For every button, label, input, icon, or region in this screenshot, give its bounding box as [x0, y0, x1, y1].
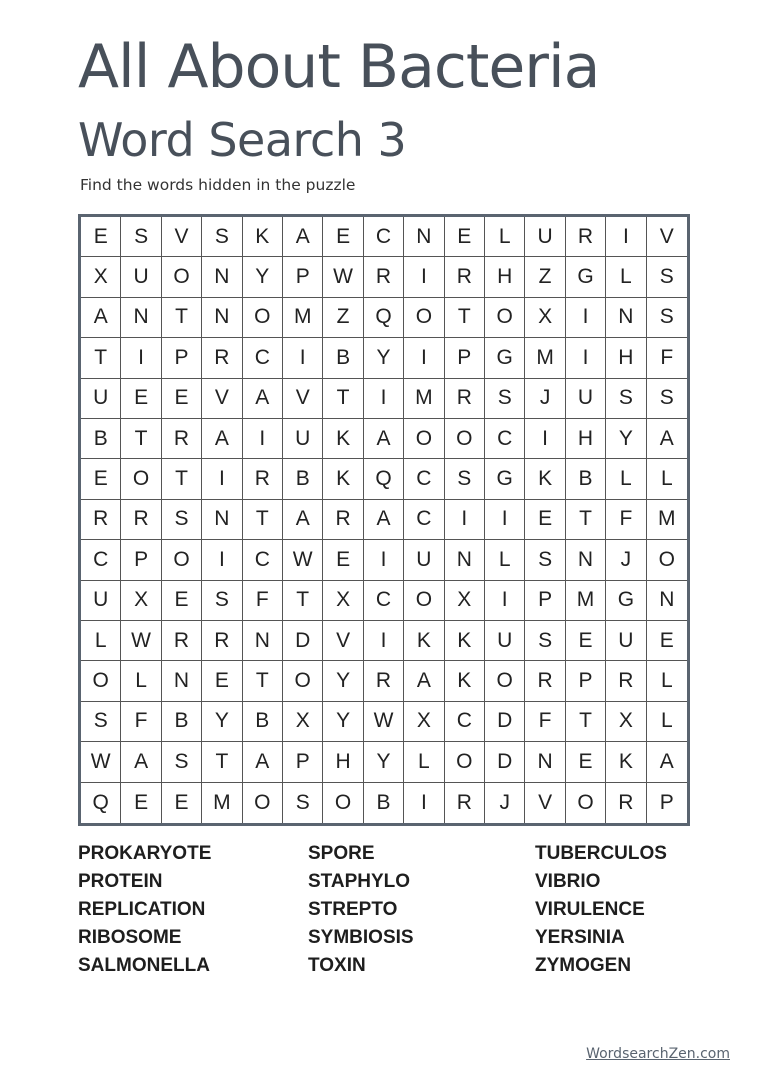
grid-cell[interactable]: N — [202, 257, 242, 297]
grid-cell[interactable]: Y — [202, 702, 242, 742]
grid-cell[interactable]: D — [283, 621, 323, 661]
grid-cell[interactable]: H — [485, 257, 525, 297]
grid-cell[interactable]: O — [162, 540, 202, 580]
grid-cell[interactable]: S — [525, 540, 565, 580]
grid-cell[interactable]: F — [121, 702, 161, 742]
grid-cell[interactable]: A — [364, 500, 404, 540]
grid-cell[interactable]: S — [283, 783, 323, 823]
grid-cell[interactable]: E — [323, 540, 363, 580]
grid-cell[interactable]: C — [445, 702, 485, 742]
grid-cell[interactable]: C — [243, 338, 283, 378]
grid-cell[interactable]: J — [606, 540, 646, 580]
grid-cell[interactable]: I — [121, 338, 161, 378]
grid-cell[interactable]: P — [121, 540, 161, 580]
grid-cell[interactable]: R — [162, 621, 202, 661]
grid-cell[interactable]: X — [525, 298, 565, 338]
grid-cell[interactable]: U — [121, 257, 161, 297]
grid-cell[interactable]: Z — [525, 257, 565, 297]
grid-cell[interactable]: E — [81, 459, 121, 499]
grid-cell[interactable]: K — [323, 419, 363, 459]
grid-cell[interactable]: X — [121, 581, 161, 621]
grid-cell[interactable]: I — [525, 419, 565, 459]
grid-cell[interactable]: I — [364, 540, 404, 580]
grid-cell[interactable]: U — [566, 379, 606, 419]
word-list-item: SALMONELLA — [78, 955, 210, 976]
grid-cell[interactable]: I — [404, 783, 444, 823]
word-list-item: TOXIN — [308, 955, 366, 976]
grid-cell[interactable]: G — [566, 257, 606, 297]
grid-cell[interactable]: F — [525, 702, 565, 742]
grid-cell[interactable]: O — [485, 661, 525, 701]
grid-cell[interactable]: I — [404, 338, 444, 378]
grid-cell[interactable]: S — [525, 621, 565, 661]
grid-cell[interactable]: U — [485, 621, 525, 661]
grid-cell[interactable]: I — [566, 338, 606, 378]
word-list-item: VIBRIO — [535, 871, 601, 892]
grid-cell[interactable]: S — [647, 379, 687, 419]
grid-cell[interactable]: K — [606, 742, 646, 782]
grid-cell[interactable]: A — [243, 379, 283, 419]
grid-cell[interactable]: G — [485, 338, 525, 378]
grid-cell[interactable]: I — [606, 217, 646, 257]
grid-cell[interactable]: L — [485, 540, 525, 580]
grid-cell[interactable]: H — [566, 419, 606, 459]
grid-cell[interactable]: R — [243, 459, 283, 499]
grid-cell[interactable]: I — [283, 338, 323, 378]
grid-cell[interactable]: S — [202, 217, 242, 257]
grid-cell[interactable]: U — [606, 621, 646, 661]
grid-cell[interactable]: E — [202, 661, 242, 701]
grid-cell[interactable]: S — [162, 742, 202, 782]
grid-cell[interactable]: A — [364, 419, 404, 459]
grid-cell[interactable]: O — [162, 257, 202, 297]
word-list — [0, 840, 768, 990]
grid-cell[interactable]: D — [485, 742, 525, 782]
grid-cell[interactable]: B — [364, 783, 404, 823]
grid-cell[interactable]: V — [202, 379, 242, 419]
grid-cell[interactable]: A — [283, 217, 323, 257]
grid-cell[interactable]: A — [647, 419, 687, 459]
grid-cell[interactable]: K — [404, 621, 444, 661]
word-list-item: RIBOSOME — [78, 927, 182, 948]
grid-cell[interactable]: I — [566, 298, 606, 338]
grid-cell[interactable]: P — [283, 257, 323, 297]
grid-cell[interactable]: U — [404, 540, 444, 580]
grid-cell[interactable]: S — [81, 702, 121, 742]
word-list-item: ZYMOGEN — [535, 955, 632, 976]
grid-cell[interactable]: C — [243, 540, 283, 580]
grid-cell[interactable]: I — [445, 500, 485, 540]
grid-cell[interactable]: K — [323, 459, 363, 499]
grid-cell[interactable]: T — [566, 702, 606, 742]
word-list-column — [535, 840, 667, 980]
grid-cell[interactable]: O — [485, 298, 525, 338]
grid-cell[interactable]: R — [525, 661, 565, 701]
grid-cell[interactable]: L — [606, 257, 646, 297]
grid-cell[interactable]: R — [323, 500, 363, 540]
grid-cell[interactable]: Y — [243, 257, 283, 297]
grid-cell[interactable]: W — [81, 742, 121, 782]
grid-cell[interactable]: U — [81, 379, 121, 419]
grid-cell[interactable]: K — [243, 217, 283, 257]
grid-cell[interactable]: T — [162, 459, 202, 499]
grid-cell[interactable]: I — [243, 419, 283, 459]
grid-cell[interactable]: M — [202, 783, 242, 823]
grid-cell[interactable]: R — [606, 783, 646, 823]
grid-cell[interactable]: L — [81, 621, 121, 661]
page-subtitle: Word Search 3 — [78, 113, 407, 167]
grid-cell[interactable]: E — [121, 783, 161, 823]
grid-cell[interactable]: W — [323, 257, 363, 297]
grid-cell[interactable]: U — [283, 419, 323, 459]
grid-cell[interactable]: O — [121, 459, 161, 499]
grid-cell[interactable]: S — [647, 257, 687, 297]
grid-cell[interactable]: E — [566, 742, 606, 782]
page-title: All About Bacteria — [78, 32, 600, 102]
grid-cell[interactable]: N — [647, 581, 687, 621]
grid-cell[interactable]: I — [202, 459, 242, 499]
grid-cell[interactable]: L — [647, 459, 687, 499]
grid-cell[interactable]: M — [525, 338, 565, 378]
grid-cell[interactable]: B — [323, 338, 363, 378]
grid-cell[interactable]: O — [323, 783, 363, 823]
grid-cell[interactable]: P — [525, 581, 565, 621]
puzzle-grid-frame — [78, 214, 690, 826]
grid-cell[interactable]: E — [566, 621, 606, 661]
grid-cell[interactable]: A — [81, 298, 121, 338]
grid-cell[interactable]: O — [81, 661, 121, 701]
grid-cell[interactable]: N — [445, 540, 485, 580]
grid-cell[interactable]: A — [243, 742, 283, 782]
puzzle-grid — [81, 217, 687, 823]
grid-cell[interactable]: B — [162, 702, 202, 742]
word-list-column — [308, 840, 414, 980]
grid-cell[interactable]: N — [606, 298, 646, 338]
word-list-item: STAPHYLO — [308, 871, 411, 892]
grid-cell[interactable]: L — [606, 459, 646, 499]
grid-cell[interactable]: E — [323, 217, 363, 257]
grid-cell[interactable]: R — [364, 661, 404, 701]
word-list-item: PROKARYOTE — [78, 843, 212, 864]
grid-cell[interactable]: B — [566, 459, 606, 499]
grid-cell[interactable]: A — [647, 742, 687, 782]
word-list-item: TUBERCULOS — [535, 843, 667, 864]
grid-cell[interactable]: X — [445, 581, 485, 621]
grid-cell[interactable]: L — [647, 661, 687, 701]
instructions-text: Find the words hidden in the puzzle — [80, 176, 356, 194]
grid-cell[interactable]: O — [445, 742, 485, 782]
grid-cell[interactable]: O — [566, 783, 606, 823]
grid-cell[interactable]: G — [606, 581, 646, 621]
grid-cell[interactable]: A — [283, 500, 323, 540]
grid-cell[interactable]: S — [606, 379, 646, 419]
grid-cell[interactable]: T — [323, 379, 363, 419]
grid-cell[interactable]: P — [659, 790, 674, 814]
grid-cell[interactable]: I — [485, 500, 525, 540]
grid-cell[interactable]: X — [81, 257, 121, 297]
grid-cell[interactable]: R — [202, 338, 242, 378]
grid-cell[interactable]: V — [323, 621, 363, 661]
grid-cell[interactable]: X — [283, 702, 323, 742]
grid-cell[interactable]: T — [566, 500, 606, 540]
grid-cell[interactable]: N — [202, 298, 242, 338]
grid-cell[interactable]: R — [566, 217, 606, 257]
site-link[interactable]: WordsearchZen.com — [586, 1046, 730, 1062]
grid-cell[interactable]: X — [323, 581, 363, 621]
grid-cell[interactable]: E — [525, 500, 565, 540]
grid-cell[interactable]: B — [283, 459, 323, 499]
grid-cell[interactable]: T — [243, 500, 283, 540]
grid-cell[interactable]: C — [404, 500, 444, 540]
grid-cell[interactable]: E — [162, 783, 202, 823]
grid-cell[interactable]: T — [202, 742, 242, 782]
grid-cell[interactable]: I — [202, 540, 242, 580]
grid-cell[interactable]: T — [81, 338, 121, 378]
grid-cell[interactable]: V — [283, 379, 323, 419]
word-list-item: REPLICATION — [78, 899, 206, 920]
grid-cell[interactable]: R — [202, 621, 242, 661]
grid-cell[interactable]: C — [485, 419, 525, 459]
grid-cell[interactable]: R — [162, 419, 202, 459]
grid-cell[interactable]: L — [404, 742, 444, 782]
word-list-item: YERSINIA — [535, 927, 625, 948]
grid-cell[interactable]: S — [647, 298, 687, 338]
grid-cell[interactable]: M — [404, 379, 444, 419]
grid-cell[interactable]: A — [404, 661, 444, 701]
grid-cell[interactable]: H — [606, 338, 646, 378]
grid-cell[interactable]: X — [606, 702, 646, 742]
grid-cell[interactable]: N — [243, 621, 283, 661]
grid-cell[interactable]: R — [445, 379, 485, 419]
grid-cell[interactable]: H — [323, 742, 363, 782]
grid-cell[interactable]: U — [525, 217, 565, 257]
grid-cell[interactable]: Y — [364, 338, 404, 378]
grid-cell[interactable]: I — [364, 621, 404, 661]
grid-cell[interactable]: O — [445, 419, 485, 459]
grid-cell[interactable]: E — [445, 217, 485, 257]
grid-cell[interactable]: F — [243, 581, 283, 621]
grid-cell[interactable]: B — [243, 702, 283, 742]
grid-cell[interactable]: T — [162, 298, 202, 338]
grid-cell[interactable]: N — [566, 540, 606, 580]
grid-cell[interactable]: J — [525, 379, 565, 419]
grid-cell[interactable]: R — [445, 257, 485, 297]
grid-cell[interactable]: V — [162, 217, 202, 257]
grid-cell[interactable]: Y — [323, 702, 363, 742]
grid-cell[interactable]: P — [162, 338, 202, 378]
grid-cell[interactable]: G — [485, 459, 525, 499]
grid-cell[interactable]: Y — [364, 742, 404, 782]
grid-cell[interactable]: I — [485, 581, 525, 621]
grid-cell[interactable]: K — [445, 661, 485, 701]
grid-cell[interactable]: V — [525, 783, 565, 823]
grid-cell[interactable]: E — [162, 379, 202, 419]
grid-cell[interactable]: M — [566, 581, 606, 621]
grid-cell[interactable]: R — [81, 500, 121, 540]
grid-cell[interactable]: K — [445, 621, 485, 661]
grid-cell[interactable]: P — [566, 661, 606, 701]
grid-cell[interactable]: F — [647, 338, 687, 378]
grid-cell[interactable]: O — [404, 298, 444, 338]
grid-cell[interactable]: R — [121, 500, 161, 540]
grid-cell[interactable]: T — [445, 298, 485, 338]
grid-cell[interactable]: W — [283, 540, 323, 580]
grid-cell[interactable]: N — [404, 217, 444, 257]
grid-cell[interactable]: N — [202, 500, 242, 540]
grid-cell[interactable]: S — [485, 379, 525, 419]
word-list-item: SYMBIOSIS — [308, 927, 414, 948]
grid-cell[interactable]: X — [404, 702, 444, 742]
grid-cell[interactable]: M — [283, 298, 323, 338]
grid-cell[interactable]: S — [162, 500, 202, 540]
word-list-item: SPORE — [308, 843, 375, 864]
grid-cell[interactable]: Q — [364, 459, 404, 499]
grid-cell[interactable]: C — [404, 459, 444, 499]
grid-cell[interactable]: M — [647, 500, 687, 540]
grid-cell[interactable]: P — [445, 338, 485, 378]
grid-cell[interactable]: Y — [606, 419, 646, 459]
grid-cell[interactable]: V — [647, 217, 687, 257]
word-list-item: PROTEIN — [78, 871, 163, 892]
grid-cell[interactable]: Y — [323, 661, 363, 701]
grid-cell[interactable]: I — [364, 379, 404, 419]
grid-cell[interactable]: W — [121, 621, 161, 661]
grid-cell[interactable]: A — [202, 419, 242, 459]
grid-cell[interactable]: U — [81, 581, 121, 621]
grid-cell[interactable]: Z — [323, 298, 363, 338]
grid-cell[interactable]: O — [243, 298, 283, 338]
grid-cell[interactable]: S — [121, 217, 161, 257]
grid-cell[interactable]: E — [81, 217, 121, 257]
grid-cell[interactable]: W — [364, 702, 404, 742]
grid-cell[interactable]: L — [121, 661, 161, 701]
grid-cell[interactable]: I — [404, 257, 444, 297]
grid-cell[interactable]: N — [162, 661, 202, 701]
grid-cell[interactable]: E — [162, 581, 202, 621]
grid-cell[interactable]: T — [121, 419, 161, 459]
grid-cell[interactable]: Q — [81, 783, 121, 823]
grid-cell[interactable]: T — [243, 661, 283, 701]
grid-cell[interactable]: C — [81, 540, 121, 580]
grid-cell[interactable]: A — [121, 742, 161, 782]
grid-cell[interactable]: D — [485, 702, 525, 742]
grid-cell[interactable]: R — [364, 257, 404, 297]
grid-cell[interactable]: S — [202, 581, 242, 621]
grid-cell[interactable]: N — [525, 742, 565, 782]
grid-cell[interactable]: T — [283, 581, 323, 621]
grid-cell[interactable]: C — [364, 581, 404, 621]
grid-cell[interactable]: B — [81, 419, 121, 459]
grid-cell[interactable]: C — [364, 217, 404, 257]
grid-cell[interactable]: P — [283, 742, 323, 782]
grid-cell[interactable]: R — [445, 783, 485, 823]
grid-cell[interactable]: E — [647, 621, 687, 661]
word-list-item: STREPTO — [308, 899, 398, 920]
word-list-item: VIRULENCE — [535, 899, 645, 920]
grid-cell[interactable]: O — [243, 783, 283, 823]
grid-cell[interactable]: O — [647, 540, 687, 580]
grid-cell[interactable]: F — [606, 500, 646, 540]
grid-cell[interactable]: L — [647, 702, 687, 742]
grid-cell[interactable]: L — [485, 217, 525, 257]
grid-cell[interactable]: R — [606, 661, 646, 701]
grid-cell[interactable]: S — [445, 459, 485, 499]
grid-cell[interactable]: K — [525, 459, 565, 499]
word-list-column — [78, 840, 211, 980]
grid-cell[interactable]: J — [485, 783, 525, 823]
grid-cell[interactable]: O — [404, 581, 444, 621]
grid-cell[interactable]: Q — [364, 298, 404, 338]
grid-cell[interactable]: O — [283, 661, 323, 701]
grid-cell[interactable]: N — [121, 298, 161, 338]
grid-cell[interactable]: E — [121, 379, 161, 419]
grid-cell[interactable]: O — [404, 419, 444, 459]
